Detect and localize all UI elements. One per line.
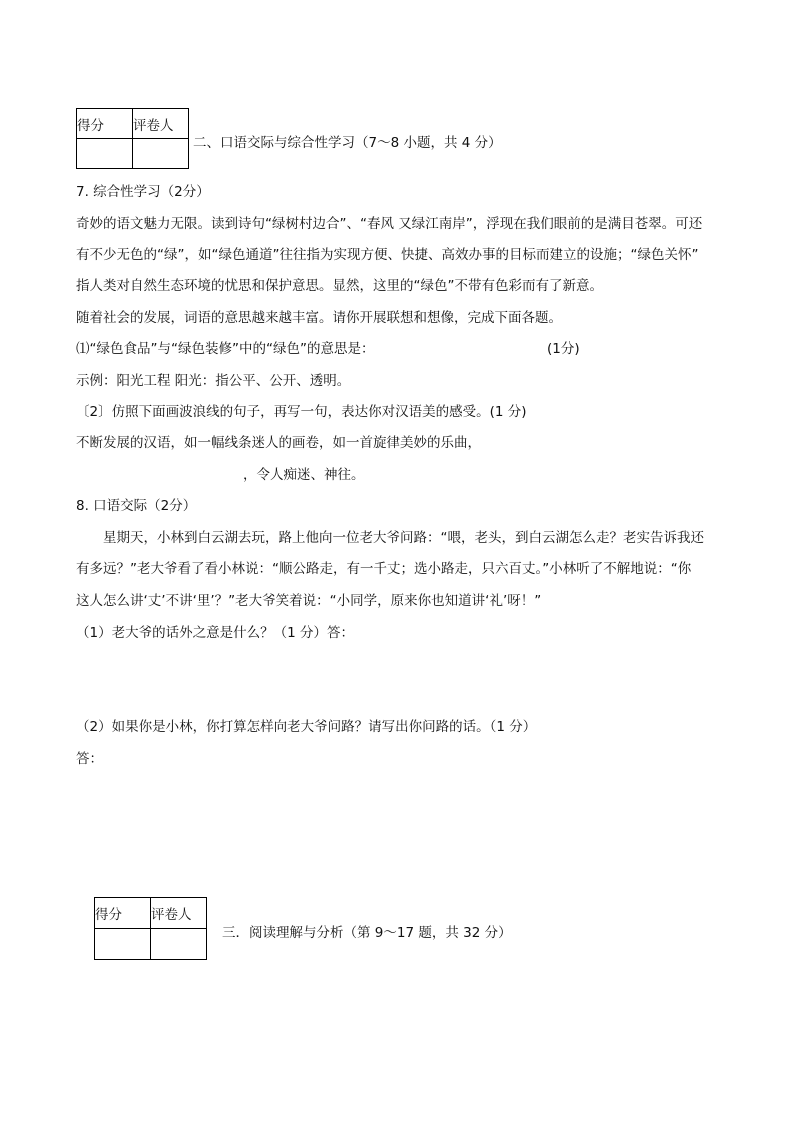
section3-title: 三．阅读理解与分析（第 9～17 题，共 32 分） — [222, 925, 512, 941]
q7-example: 示例：阳光工程 阳光：指公平、公开、透明。 — [76, 373, 351, 389]
q7-sub1-score: (1分) — [547, 341, 580, 357]
reviewer-header: 评卷人 — [151, 898, 207, 929]
q7-sub2-text: 不断发展的汉语，如一幅线条迷人的画卷，如一首旋律美妙的乐曲， — [76, 435, 481, 451]
q8-sub1-question: （1）老大爷的话外之意是什么？（1 分）答： — [76, 625, 354, 641]
score-table-section3 — [94, 897, 207, 960]
reviewer-cell[interactable] — [151, 929, 207, 960]
q7-paragraph-line2: 有不少无色的“绿”，如“绿色通道”往往指为实现方便、快捷、高效办事的目标而建立的设施；“绿色关怀” — [76, 247, 699, 263]
q7-sub1-question: ⑴“绿色食品”与“绿色装修”中的“绿色”的意思是： — [76, 341, 375, 357]
q8-answer-label: 答： — [76, 751, 103, 767]
q7-paragraph-line3: 指人类对自然生态环境的忧思和保护意思。显然，这里的“绿色”不带有色彩而有了新意。 — [76, 278, 603, 294]
q8-title: 8. 口语交际（2分） — [76, 498, 197, 514]
score-table-section2 — [76, 108, 189, 169]
score-header: 得分 — [95, 898, 151, 929]
q8-paragraph-line3: 这人怎么讲‘丈’不讲‘里’？”老大爷笑着说：“小同学，原来你也知道讲‘礼’呀！” — [76, 593, 542, 609]
q8-paragraph-line1: 星期天，小林到白云湖去玩，路上他向一位老大爷问路：“喂，老头，到白云湖怎么走？老实告诉我还 — [103, 530, 704, 546]
score-header: 得分 — [77, 109, 133, 139]
q8-paragraph-line2: 有多远？”老大爷看了看小林说：“顺公路走，有一千丈；选小路走，只六百丈。”小林听了不解地说：“你 — [76, 561, 692, 577]
reviewer-header: 评卷人 — [133, 109, 189, 139]
score-cell[interactable] — [77, 139, 133, 169]
q8-sub2-question: （2）如果你是小林，你打算怎样向老大爷问路？请写出你问路的话。（1 分） — [76, 719, 537, 735]
q7-title: 7. 综合性学习（2分） — [76, 184, 210, 200]
score-cell[interactable] — [95, 929, 151, 960]
q7-paragraph-line4: 随着社会的发展，词语的意思越来越丰富。请你开展联想和想像，完成下面各题。 — [76, 310, 562, 326]
section2-title: 二、口语交际与综合性学习（7～8 小题，共 4 分） — [193, 135, 502, 151]
q7-sub2-ending: ，令人痴迷、神往。 — [243, 467, 365, 483]
reviewer-cell[interactable] — [133, 139, 189, 169]
q7-paragraph-line1: 奇妙的语文魅力无限。读到诗句“绿树村边合”、“春风 又绿江南岸”，浮现在我们眼前的是满目苍翠。可还 — [76, 216, 703, 232]
q7-sub2-question: 〔2〕仿照下面画波浪线的句子，再写一句，表达你对汉语美的感受。(1 分) — [76, 404, 527, 420]
